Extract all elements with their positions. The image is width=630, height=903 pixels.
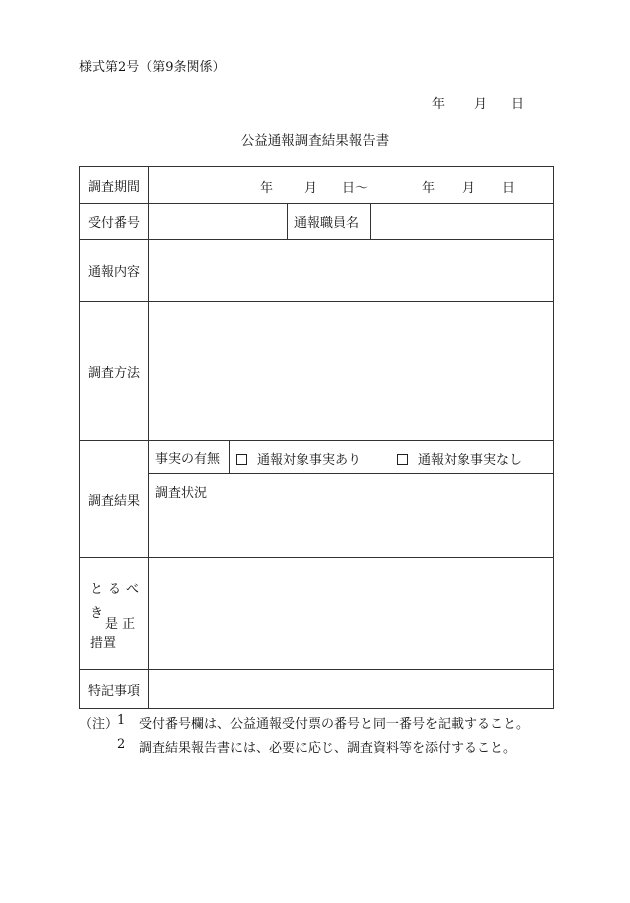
checkbox-icon[interactable]	[397, 454, 408, 465]
note-1-number: 1	[117, 713, 126, 728]
note-2-text: 調査結果報告書には、必要に応じ、調査資料等を添付すること。	[139, 741, 517, 756]
investigation-method-label: 調査方法	[80, 302, 149, 441]
period-from-day: 日～	[342, 181, 369, 196]
date-month: 月	[474, 97, 488, 112]
report-form-table	[79, 166, 554, 709]
remarks-field[interactable]	[149, 670, 554, 709]
date-day: 日	[511, 97, 525, 112]
corrective-action-label-line3: 措置	[90, 636, 117, 651]
corrective-action-field[interactable]	[149, 558, 554, 670]
investigation-status-label: 調査状況	[155, 486, 208, 501]
investigation-result-label: 調査結果	[80, 441, 149, 558]
fact-options	[230, 441, 554, 474]
corrective-action-label-line2a: き	[90, 606, 104, 621]
period-field[interactable]	[149, 167, 554, 204]
note-1-text: 受付番号欄は、公益通報受付票の番号と同一番号を記載すること。	[139, 717, 530, 732]
receipt-number-field[interactable]	[149, 204, 288, 240]
reporter-name-label: 通報職員名	[288, 204, 371, 240]
remarks-label: 特記事項	[80, 670, 149, 709]
corrective-action-label-line1: とるべ	[90, 582, 145, 597]
receipt-number-label: 受付番号	[80, 204, 149, 240]
date-year: 年	[432, 97, 446, 112]
option-fact-exists-label: 通報対象事実あり	[257, 453, 362, 468]
fact-existence-label: 事実の有無	[149, 441, 230, 474]
option-fact-not-exists-label: 通報対象事実なし	[418, 453, 523, 468]
corrective-action-label	[80, 558, 149, 670]
investigation-method-field[interactable]	[149, 302, 554, 441]
period-to-day: 日	[502, 181, 516, 196]
period-from-year: 年	[260, 181, 274, 196]
report-content-label: 通報内容	[80, 240, 149, 302]
period-to-year: 年	[422, 181, 436, 196]
option-fact-exists[interactable]	[236, 449, 361, 468]
period-to-month: 月	[462, 181, 476, 196]
document-title: 公益通報調査結果報告書	[240, 133, 390, 149]
reporter-name-field[interactable]	[371, 204, 554, 240]
option-fact-not-exists[interactable]	[397, 449, 522, 468]
period-from-month: 月	[304, 181, 318, 196]
form-number-label: 様式第2号（第9条関係）	[79, 60, 226, 75]
report-content-field[interactable]	[149, 240, 554, 302]
period-label: 調査期間	[80, 167, 149, 204]
checkbox-icon[interactable]	[236, 454, 247, 465]
note-2-number: 2	[117, 737, 126, 752]
corrective-action-label-line2b: 是 正	[105, 617, 136, 632]
notes-prefix: （注）	[79, 717, 119, 732]
investigation-status-field[interactable]	[149, 474, 554, 558]
